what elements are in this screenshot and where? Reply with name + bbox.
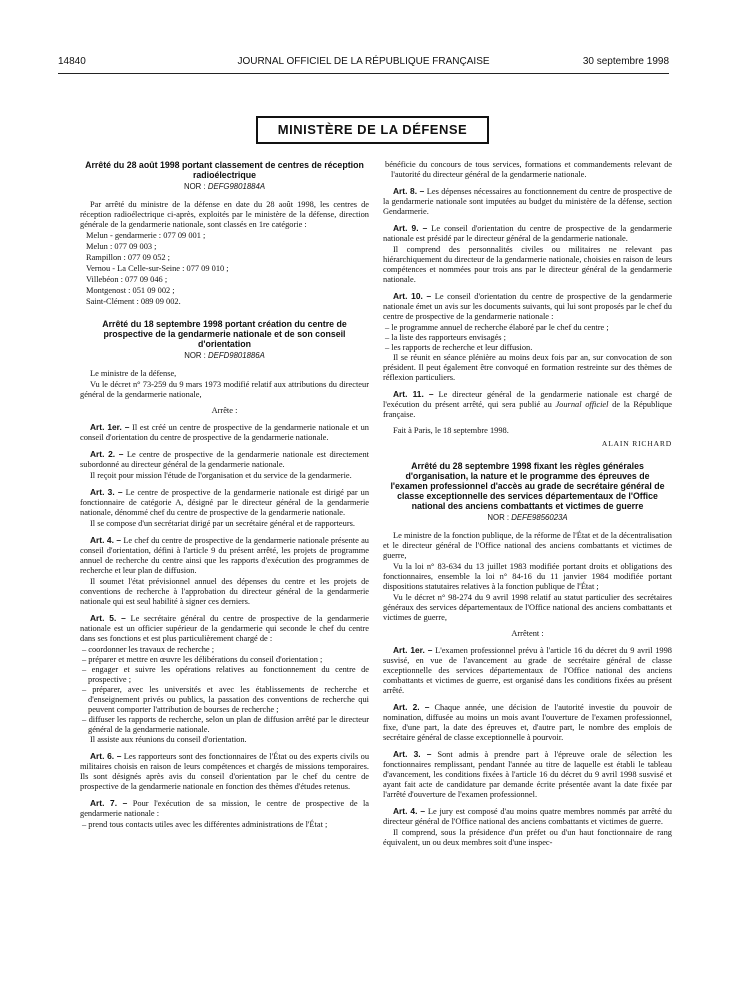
paragraph: Il comprend, sous la présidence d'un préfet ou d'un haut fonctionnaire de rang équivalent, un ou deux membres soit d'une inspec- <box>383 828 672 847</box>
paragraph: Vu le décret n° 73-259 du 9 mars 1973 modifié relatif aux attributions du directeur général de la gendarmerie nationale, <box>80 380 369 399</box>
article-8: Art. 8. – Les dépenses nécessaires au fonctionnement du centre de prospective de la gendarmerie nationale sont imputées au budget du ministère de la défense, section Gendarmerie. <box>383 186 672 216</box>
signature: ALAIN RICHARD <box>601 439 672 448</box>
paragraph: Il se réunit en séance plénière au moins deux fois par an, sur convocation de son président. Il peut également être convoqué en formation restreinte sur des thèmes de réflexion particuliers. <box>383 353 672 382</box>
issue-date: 30 septembre 1998 <box>582 56 669 67</box>
article-3: Art. 3. – Sont admis à prendre part à l'épreuve orale de sélection les fonctionnaires remplissant, pendant l'année au titre de laquelle est établi le tableau d'avancement, les conditions fixées à l'article 16 du décret du 9 avril 1998 susvisé et ayant fait acte de candidature par demande écrite présentée avant la date fixée par l'arrêté d'ouverture de l'examen professionnel. <box>383 749 673 799</box>
list-item: – diffuser les rapports de recherche, selon un plan de diffusion arrêté par le directeur général de la gendarmerie nationale. <box>82 715 369 734</box>
journal-title: JOURNAL OFFICIEL DE LA RÉPUBLIQUE FRANÇAISE <box>237 56 490 67</box>
article-7-list <box>80 820 369 830</box>
arretent-label: Arrêtent : <box>511 629 544 638</box>
center-item: Montgenost : 051 09 002 ; <box>86 286 175 295</box>
paragraph: Il assiste aux réunions du conseil d'orientation. <box>90 735 247 744</box>
left-column <box>80 160 369 830</box>
page-number: 14840 <box>58 56 86 67</box>
center-item: Vernou - La Celle-sur-Seine : 077 09 010 ; <box>86 264 229 273</box>
article-5-list <box>80 645 369 735</box>
article-9: Art. 9. – Le conseil d'orientation du centre de prospective de la gendarmerie nationale est présidé par le directeur général de la gendarmerie nationale. <box>383 223 673 243</box>
article-4: Art. 4. – Le jury est composé d'au moins quatre membres nommés par arrêté du directeur général de l'Office national des anciens combattants et victimes de guerre. <box>383 806 672 826</box>
list-item: – engager et suivre les opérations relatives au fonctionnement du centre de prospective ; <box>82 665 369 684</box>
center-item: Melun - gendarmerie : 077 09 001 ; <box>86 231 206 240</box>
paragraph: Vu la loi n° 83-634 du 13 juillet 1983 modifiée portant droits et obligations des fonctionnaires, ensemble la loi n° 84-16 du 11 janvier 1984 modifiée portant dispositions statutaires relatives à la fonction publique de l'État ; <box>383 562 672 591</box>
article-11: Art. 11. – Le directeur général de la gendarmerie nationale est chargé de l'exécution du présent arrêté, qui sera publié au Journal officiel de la République française. <box>383 389 673 419</box>
article-6: Art. 6. – Les rapporteurs sont des fonctionnaires de l'État ou des experts civils ou militaires choisis en raison de leurs compétences et chargés de missions temporaires. Ils sont désignés après avis du conseil d'orientation par le chef du centre de prospective de la gendarmerie nationale en fonction des thèmes d'études retenus. <box>80 751 370 791</box>
article-2: Art. 2. – Chaque année, une décision de l'autorité investie du pouvoir de nomination, diffusée au moins un mois avant l'ouverture de l'examen professionnel, fixe, d'une part, la date des épreuves et, d'autre part, le nombre des emplois de secrétaire général de classe exceptionnelle à pourvoir. <box>383 702 672 742</box>
paragraph: Vu le décret n° 98-274 du 9 avril 1998 relatif au statut particulier des secrétaires généraux des services départementaux de l'Office national des anciens combattants et victimes de guerre, <box>383 593 672 622</box>
article-5: Art. 5. – Le secrétaire général du centre de prospective de la gendarmerie nationale est un officier supérieur de la gendarmerie qui seconde le chef du centre dans ses fonctions et est plus particulièrement chargé de : <box>80 613 369 643</box>
list-item: – préparer et mettre en œuvre les délibérations du conseil d'orientation ; <box>82 655 323 664</box>
decree-1-intro: Par arrêté du ministre de la défense en date du 28 août 1998, les centres de réception radioélectrique ci-après, exploités par le ministère de la défense, direction générale de la gendarmerie nationale, sont classés en 1re catégorie : <box>80 200 369 229</box>
center-item: Villebéon : 077 09 046 ; <box>86 275 168 284</box>
article-2: Art. 2. – Le centre de prospective de la gendarmerie nationale est directement subordonné au directeur général de la gendarmerie nationale. <box>80 449 369 469</box>
paragraph: Il soumet l'état prévisionnel annuel des dépenses du centre et les projets de conventions de recherche à l'approbation du directeur général de la gendarmerie nationale qui est seul habilité à signer ces derniers. <box>80 577 369 606</box>
list-item: – prend tous contacts utiles avec les différentes administrations de l'État ; <box>82 820 328 829</box>
decree-1-title: Arrêté du 28 août 1998 portant classement de centres de réception radioélectrique <box>85 160 364 180</box>
decree-2-nor: NOR : DEFD9801886A <box>184 351 265 360</box>
list-item: – préparer, avec les universités et avec les établissements de recherche et d'enseignement privés ou publics, la passation des conventions de recherche qui peuvent comporter l'attribution de bourses de recherche ; <box>82 685 369 714</box>
arrete-label: Arrête : <box>211 406 238 415</box>
list-item: bénéficie du concours de tous services, formations et commandements relevant de l'autorité du directeur général de la gendarmerie nationale. <box>385 160 672 179</box>
ministry-heading: MINISTÈRE DE LA DÉFENSE <box>256 116 489 144</box>
header-rule <box>58 73 669 74</box>
article-10-list <box>383 323 672 353</box>
list-item: – coordonner les travaux de recherche ; <box>82 645 215 654</box>
paragraph: Il se compose d'un secrétariat dirigé par un secrétaire général et de rapporteurs. <box>90 519 355 528</box>
article-4: Art. 4. – Le chef du centre de prospective de la gendarmerie nationale présente au conseil d'orientation, défini à l'article 9 du présent arrêté, les projets de programme annuel de recherche du centre ainsi que les rapports d'exécution des programmes de recherche et leur plan de diffusion. <box>80 535 369 575</box>
fait-a-paris: Fait à Paris, le 18 septembre 1998. <box>393 426 509 435</box>
article-3: Art. 3. – Le centre de prospective de la gendarmerie nationale est dirigé par un fonctionnaire de catégorie A, désigné par le directeur général de la gendarmerie nationale, dénommé chef du centre de prospective de la gendarmerie nationale. <box>80 487 370 517</box>
decree-2-title: Arrêté du 18 septembre 1998 portant création du centre de prospective de la gendarmerie nationale et de son conseil d'orientation <box>102 319 347 349</box>
article-7-list-cont <box>383 160 672 180</box>
center-item: Melun : 077 09 003 ; <box>86 242 157 251</box>
article-7: Art. 7. – Pour l'exécution de sa mission, le centre de prospective de la gendarmerie nationale : <box>80 798 369 818</box>
article-1: Art. 1er. – L'examen professionnel prévu à l'article 16 du décret du 9 avril 1998 susvisé, en vue de l'avancement au grade de secrétaire général de classe exceptionnelle des services départementaux de l'Office national des anciens combattants et victimes de guerre, est organisé dans les conditions fixées au présent arrêté. <box>383 645 672 695</box>
list-item: – la liste des rapporteurs envisagés ; <box>385 333 506 342</box>
article-1: Art. 1er. – Il est créé un centre de prospective de la gendarmerie nationale et un conseil d'orientation du centre de prospective de la gendarmerie nationale. <box>80 422 369 442</box>
paragraph: Il comprend des personnalités civiles ou militaires ne relevant pas hiérarchiquement du directeur de la gendarmerie nationale, choisies en raison de leurs compétences et nommées pour trois ans par le directeur général de la gendarmerie nationale. <box>383 245 672 284</box>
list-item: – les rapports de recherche et leur diffusion. <box>385 343 533 352</box>
paragraph: Le ministre de la fonction publique, de la réforme de l'État et de la décentralisation et le directeur général de l'Office national des anciens combattants et victimes de guerre, <box>383 531 672 560</box>
paragraph: Le ministre de la défense, <box>90 369 177 378</box>
decree-1-nor: NOR : DEFG9801884A <box>183 182 266 191</box>
decree-3-nor: NOR : DEFE9856023A <box>487 513 568 522</box>
center-item: Saint-Clément : 089 09 002. <box>86 297 181 306</box>
paragraph: Il reçoit pour mission l'étude de l'organisation et du service de la gendarmerie. <box>90 471 352 480</box>
page-header <box>58 56 669 72</box>
list-item: – le programme annuel de recherche élaboré par le chef du centre ; <box>385 323 609 332</box>
article-10: Art. 10. – Le conseil d'orientation du centre de prospective de la gendarmerie nationale émet un avis sur les documents suivants, qui lui sont proposés par le chef du centre de prospective de la gendarmerie nationale : <box>383 291 672 321</box>
decree-3-title: Arrêté du 28 septembre 1998 fixant les règles générales d'organisation, la nature et le programme des épreuves de l'examen professionnel d'accès au grade de secrétaire général de classe exceptionnelle des services départementaux de l'Office national des anciens combattants et victimes de guerre <box>390 461 665 511</box>
right-column <box>383 160 672 849</box>
center-item: Rampillon : 077 09 052 ; <box>86 253 170 262</box>
